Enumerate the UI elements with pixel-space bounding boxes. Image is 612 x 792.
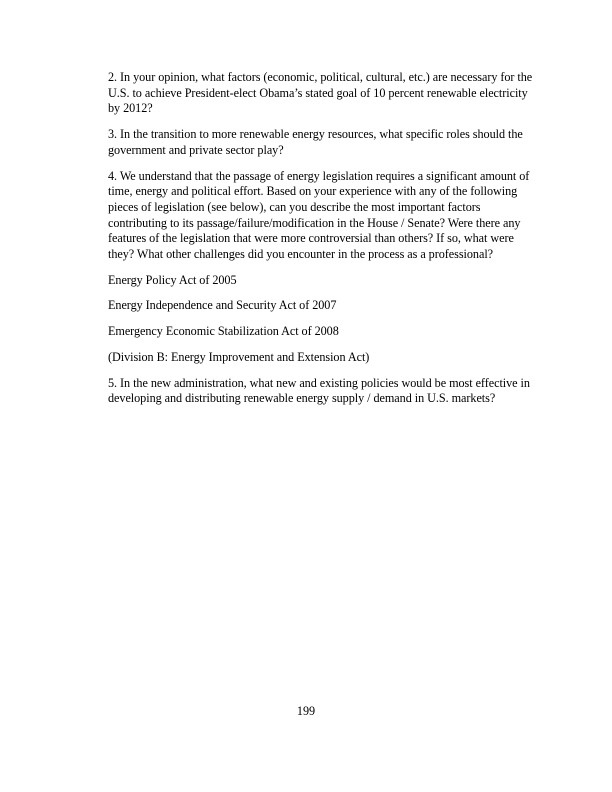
text-line: time, energy and political effort. Based on your experience with any of the following — [108, 184, 518, 199]
text-line: features of the legislation that were more controversial than others? If so, what were — [108, 231, 514, 246]
text-line: they? What other challenges did you encounter in the process as a professional? — [108, 247, 494, 262]
text-line: pieces of legislation (see below), can you describe the most important factors — [108, 199, 481, 214]
text-line: 5. In the new administration, what new and existing policies would be most effective in — [108, 375, 530, 390]
text-line: Energy Independence and Security Act of 2007 — [108, 298, 337, 313]
legislation-item-2005 — [108, 273, 540, 289]
text-line: developing and distributing renewable energy supply / demand in U.S. markets? — [108, 391, 496, 406]
text-line: (Division B: Energy Improvement and Extension Act) — [108, 349, 370, 364]
legislation-item-2008 — [108, 324, 540, 340]
text-line: Energy Policy Act of 2005 — [108, 272, 237, 287]
question-4-paragraph — [108, 169, 540, 263]
question-5-paragraph — [108, 376, 540, 407]
text-line: U.S. to achieve President-elect Obama’s stated goal of 10 percent renewable electricity — [108, 85, 528, 100]
page-body — [108, 70, 540, 417]
text-line: 2. In your opinion, what factors (economic, political, cultural, etc.) are necessary for the — [108, 70, 533, 84]
legislation-item-division-b — [108, 350, 540, 366]
text-line: Emergency Economic Stabilization Act of 2008 — [108, 324, 339, 339]
page-number: 199 — [296, 704, 316, 718]
text-line: contributing to its passage/failure/modification in the House / Senate? Were there any — [108, 215, 521, 230]
text-line: by 2012? — [108, 101, 153, 116]
question-3-paragraph — [108, 127, 540, 158]
text-line: government and private sector play? — [108, 142, 284, 157]
text-line: 4. We understand that the passage of energy legislation requires a significant amount of — [108, 168, 530, 183]
legislation-item-2007 — [108, 298, 540, 314]
question-2-paragraph — [108, 70, 540, 117]
text-line: 3. In the transition to more renewable energy resources, what specific roles should the — [108, 127, 523, 142]
